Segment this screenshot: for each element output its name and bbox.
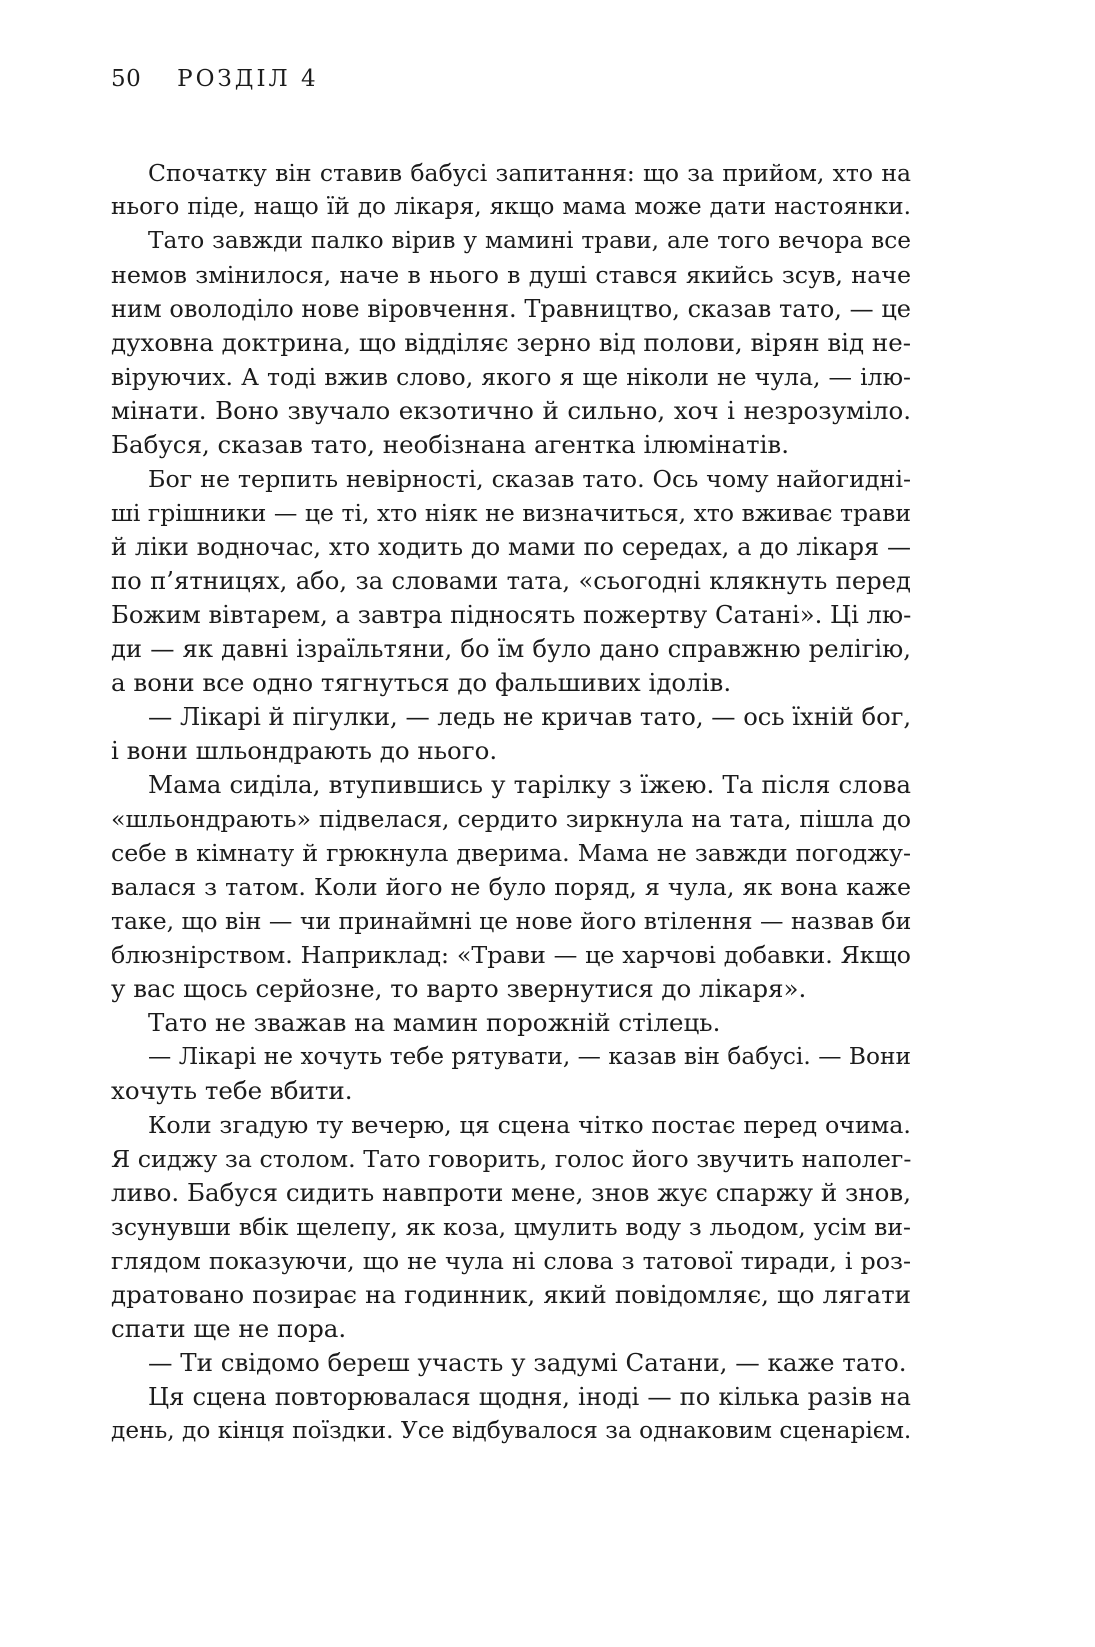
text-line: хочуть тебе вбити. <box>111 1076 353 1105</box>
text-line: ди — як давні ізраїльтяни, бо їм було дано справжню релігію, <box>111 634 911 663</box>
text-line: віруючих. А тоді вжив слово, якого я ще ніколи не чула, — ілю- <box>111 363 911 391</box>
chapter-title: РОЗДІЛ 4 <box>177 66 319 92</box>
text-line: нього піде, нащо їй до лікаря, якщо мама може дати настоянки. <box>111 193 911 220</box>
page-number: 50 <box>111 66 142 92</box>
text-line: Бог не терпить невірності, сказав тато. Ось чому найогидні- <box>148 465 911 493</box>
text-line: валася з татом. Коли його не було поряд, я чула, як вона каже <box>111 873 911 901</box>
text-line: Тато не зважав на мамин порожній стілець. <box>148 1008 721 1037</box>
text-line: спати ще не пора. <box>111 1314 347 1343</box>
text-line: день, до кінця поїздки. Усе відбувалося за однаковим сценарієм. <box>111 1417 912 1444</box>
text-line: ливо. Бабуся сидить навпроти мене, знов жує спаржу й знов, <box>111 1178 911 1207</box>
text-line: Божим вівтарем, а завтра підносять пожертву Сатані». Ці лю- <box>111 600 912 629</box>
text-line: духовна доктрина, що відділяє зерно від полови, вірян від не- <box>111 328 911 357</box>
text-line: Я сиджу за столом. Тато говорить, голос його звучить наполег- <box>111 1145 912 1173</box>
text-line: — Лікарі не хочуть тебе рятувати, — казав він бабусі. — Вони <box>148 1043 911 1070</box>
text-line: ним оволоділо нове віровчення. Травництво, сказав тато, — це <box>111 295 911 323</box>
text-line: Тато завжди палко вірив у мамині трави, але того вечора все <box>148 227 911 254</box>
text-line: дратовано позирає на годинник, який повідомляє, що лягати <box>111 1280 911 1309</box>
text-line: Мама сиділа, втупившись у тарілку з їжею. Та після слова <box>148 770 911 799</box>
text-line: таке, що він — чи принаймні це нове його втілення — назвав би <box>111 907 912 935</box>
text-line: у вас щось серйозне, то варто звернутися до лікаря». <box>111 974 807 1003</box>
text-line: ші грішники — це ті, хто ніяк не визначиться, хто вживає трави <box>111 499 911 527</box>
text-line: Ця сцена повторювалася щодня, іноді — по кілька разів на <box>148 1382 911 1411</box>
text-line: немов змінилося, наче в нього в душі стався якийсь зсув, наче <box>111 261 911 289</box>
body-text <box>111 156 911 1448</box>
page-header <box>111 64 319 94</box>
text-line: — Лікарі й пігулки, — ледь не кричав тато, — ось їхній бог, <box>148 702 912 731</box>
text-line: мінати. Воно звучало екзотично й сильно, хоч і незрозуміло. <box>111 396 911 425</box>
text-line: Коли згадую ту вечерю, ця сцена чітко постає перед очима. <box>148 1111 911 1139</box>
text-line: «шльондрають» підвелася, сердито зиркнула на тата, пішла до <box>111 805 911 833</box>
text-line: блюзнірством. Наприклад: «Трави — це харчові добавки. Якщо <box>111 941 911 969</box>
text-line: й ліки водночас, хто ходить до мами по середах, а до лікаря — <box>111 533 911 561</box>
text-line: а вони все одно тягнуться до фальшивих ідолів. <box>111 668 732 697</box>
text-line: глядом показуючи, що не чула ні слова з татової тиради, і роз- <box>111 1247 911 1275</box>
text-line: зсунувши вбік щелепу, як коза, цмулить воду з льодом, усім ви- <box>111 1213 911 1241</box>
text-line: Спочатку він ставив бабусі запитання: що за прийом, хто на <box>148 159 911 187</box>
text-line: себе в кімнату й грюкнула дверима. Мама не завжди погоджу- <box>111 839 911 867</box>
text-line: і вони шльондрають до нього. <box>111 736 498 765</box>
text-line: по п’ятницях, або, за словами тата, «сьогодні клякнуть перед <box>111 566 911 595</box>
text-line: Бабуся, сказав тато, необізнана агентка ілюмінатів. <box>111 430 790 459</box>
text-line: — Ти свідомо береш участь у задумі Сатани, — каже тато. <box>148 1348 907 1377</box>
